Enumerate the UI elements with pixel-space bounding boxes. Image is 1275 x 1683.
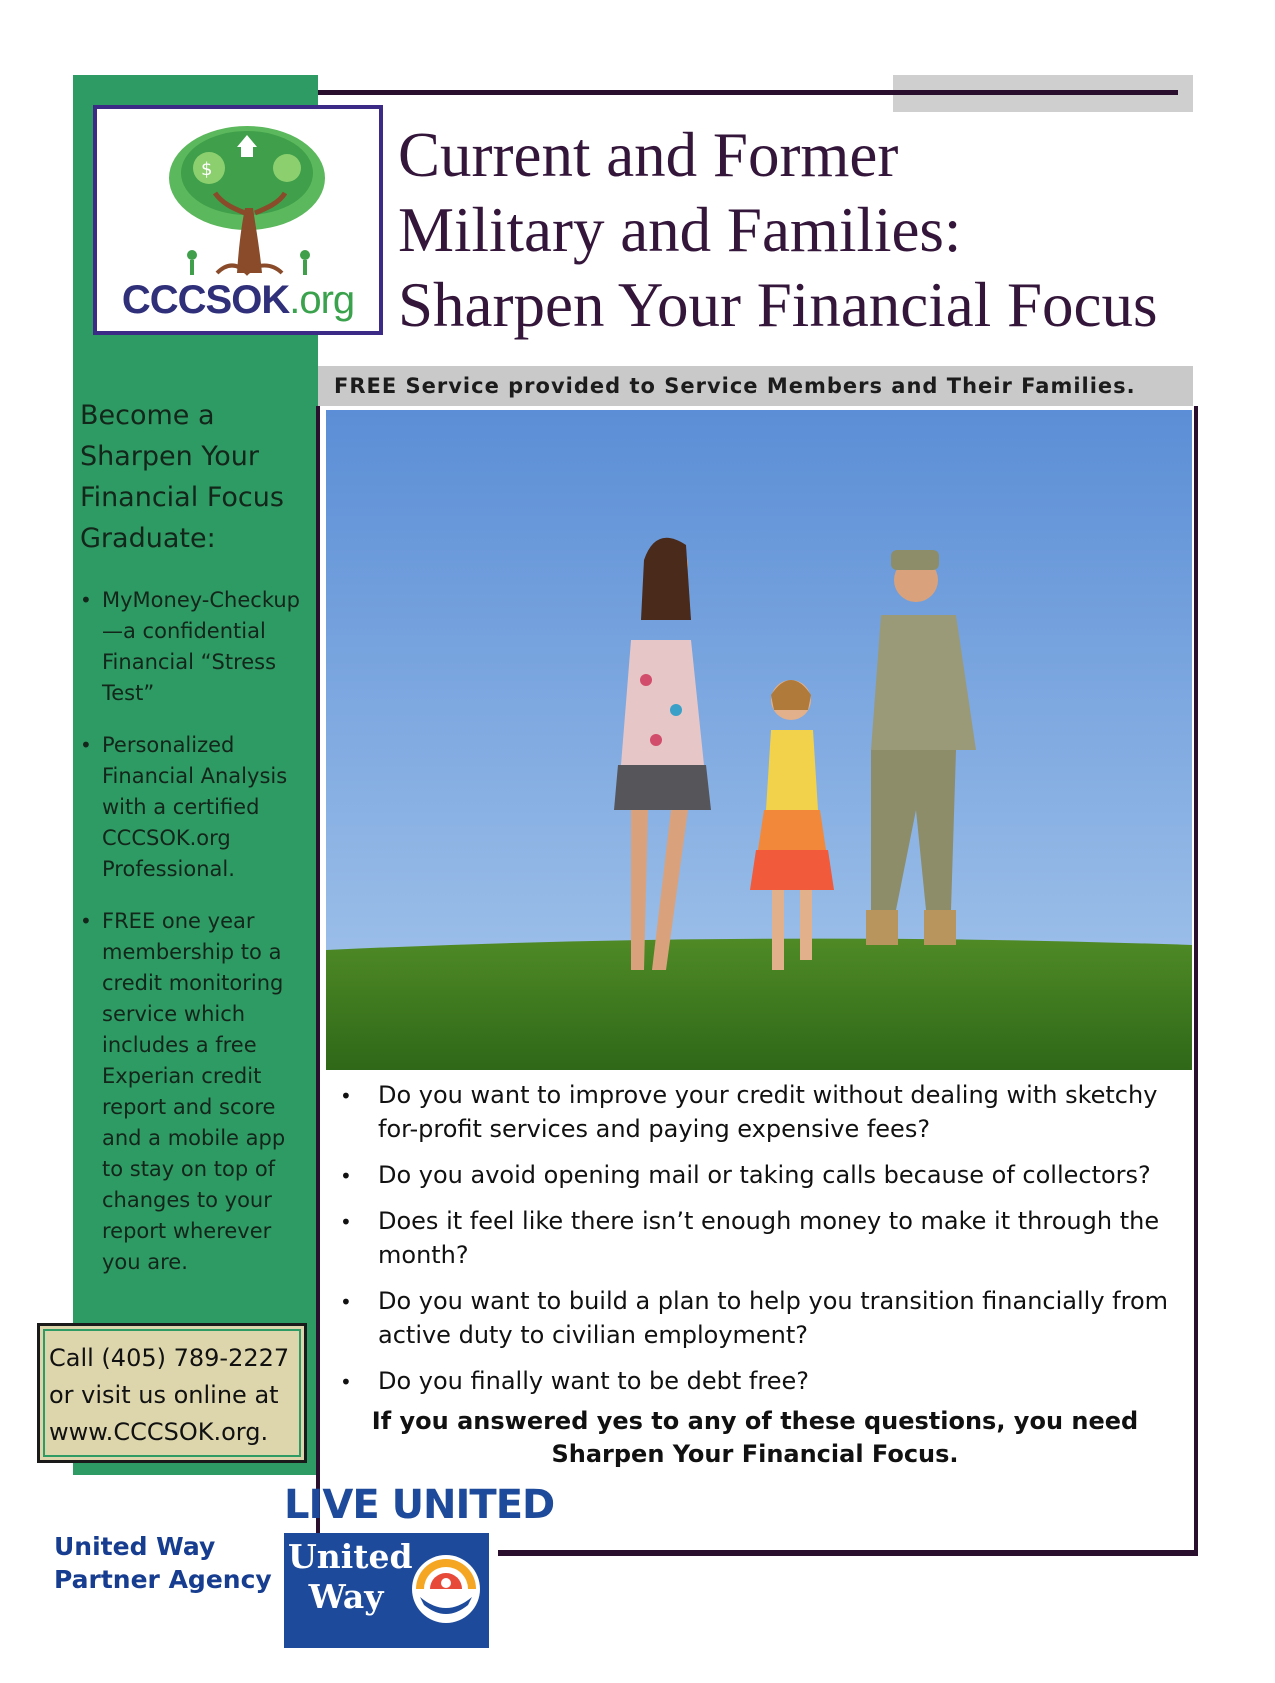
benefit-item: • MyMoney-Checkup—a confidential Financial “Stress Test” — [80, 585, 312, 709]
united-way-logo — [284, 1533, 489, 1648]
uw-line: Way — [308, 1577, 384, 1616]
question-item: • Do you want to improve your credit without dealing with sketchy for-profit services and paying expensive fees? — [340, 1078, 1170, 1146]
benefit-item: • Personalized Financial Analysis with a certified CCCSOK.org Professional. — [80, 730, 312, 885]
uw-line: United — [288, 1537, 413, 1576]
question-item: • Do you want to build a plan to help you transition financially from active duty to civilian employment? — [340, 1284, 1170, 1352]
question-item: • Do you finally want to be debt free? — [340, 1364, 1170, 1398]
question-item: • Do you avoid opening mail or taking calls because of collectors? — [340, 1158, 1170, 1192]
sidebar-heading-line: Graduate: — [80, 523, 216, 554]
tree-logo-icon — [97, 113, 379, 293]
banner-text: FREE Service provided to Service Members and Their Families. — [334, 374, 1136, 398]
family-photo — [326, 410, 1192, 1070]
benefit-item: • FREE one year membership to a credit monitoring service which includes a free Experian credit report and score and a mobile app to stay on top of changes to your report wherever you are. — [80, 906, 312, 1278]
page-title — [398, 118, 1248, 343]
united-way-hand-icon — [410, 1553, 482, 1625]
free-service-banner — [318, 366, 1193, 406]
family-walking-image — [326, 410, 1192, 1070]
live-united-text: LIVE UNITED — [284, 1482, 555, 1528]
partner-line: Partner Agency — [54, 1565, 272, 1594]
partner-line: United Way — [54, 1532, 216, 1561]
svg-text:$: $ — [201, 159, 213, 180]
benefits-list — [80, 585, 312, 1299]
closing-statement — [355, 1405, 1155, 1471]
cccsok-logo — [93, 105, 383, 335]
united-way-wordmark — [288, 1537, 413, 1617]
sidebar-heading-line: Become a — [80, 400, 215, 431]
closing-line: Sharpen Your Financial Focus. — [551, 1440, 959, 1468]
contact-phone[interactable]: Call (405) 789-2227 — [49, 1344, 290, 1372]
sidebar-heading-line: Financial Focus — [80, 482, 284, 513]
closing-line: If you answered yes to any of these questions, you need — [371, 1407, 1139, 1435]
title-line: Current and Former — [398, 120, 899, 190]
logo-wordmark: CCCSOK.org — [121, 278, 355, 322]
questions-list — [340, 1078, 1170, 1410]
title-line: Military and Families: — [398, 195, 962, 265]
contact-box — [37, 1323, 307, 1463]
header-rule — [318, 90, 1178, 95]
sidebar-heading-line: Sharpen Your — [80, 441, 259, 472]
contact-line: or visit us online at — [49, 1381, 279, 1409]
sidebar-heading — [80, 395, 310, 559]
question-item: • Does it feel like there isn’t enough money to make it through the month? — [340, 1204, 1170, 1272]
united-way-partner-text — [54, 1530, 272, 1596]
footer-rule — [498, 1550, 1194, 1556]
title-line: Sharpen Your Financial Focus — [398, 270, 1158, 340]
contact-website-link[interactable]: www.CCCSOK.org. — [49, 1418, 269, 1446]
contact-text — [49, 1340, 289, 1451]
